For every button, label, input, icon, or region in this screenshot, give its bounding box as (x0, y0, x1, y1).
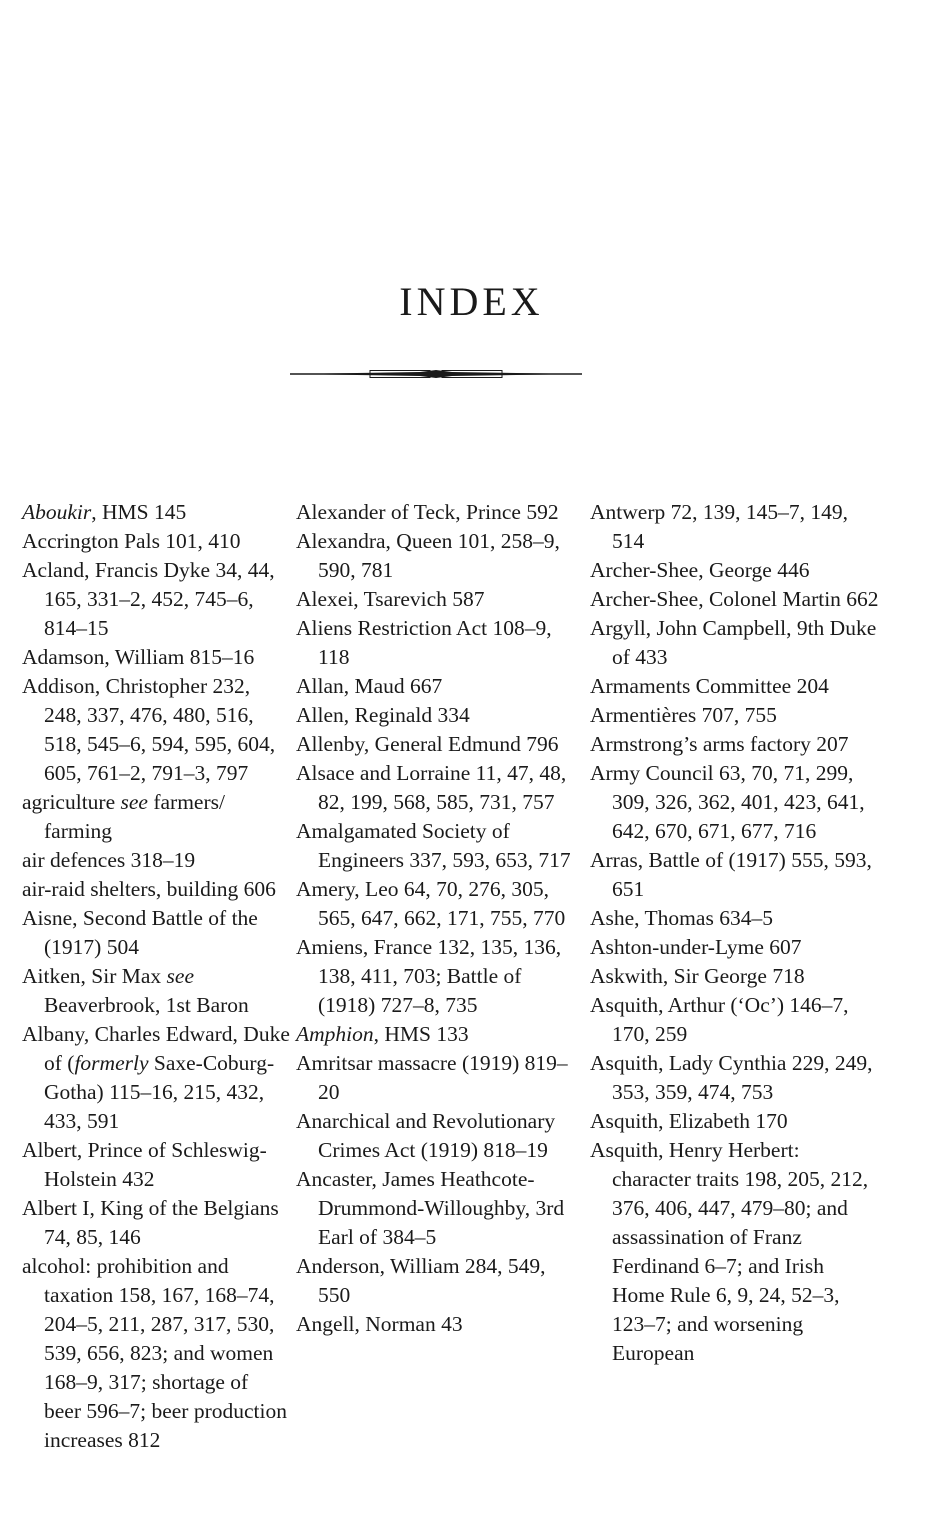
index-entry: Amiens, France 132, 135, 136, 138, 411, 703; Battle of (1918) 727–8, 735 (296, 935, 562, 1017)
page-title: INDEX (399, 279, 544, 324)
index-entry: Armentières 707, 755 (590, 703, 777, 727)
index-entry: Ashe, Thomas 634–5 (590, 906, 773, 930)
index-entry: Asquith, Lady Cynthia 229, 249, 353, 359, 474, 753 (590, 1051, 873, 1104)
index-entry: Ashton-under-Lyme 607 (590, 935, 802, 959)
index-entry: Amritsar massacre (1919) 819–20 (296, 1051, 568, 1104)
index-entry: Ancaster, James Heathcote-Drummond-Willoughby, 3rd Earl of 384–5 (296, 1167, 565, 1249)
index-entry: Alexandra, Queen 101, 258–9, 590, 781 (296, 529, 560, 582)
index-entry: Albany, Charles Edward, Duke of (formerly Saxe-Coburg-Gotha) 115–16, 215, 432, 433, 591 (22, 1022, 290, 1133)
index-entry: Asquith, Elizabeth 170 (590, 1109, 788, 1133)
index-entry: agriculture see farmers/ farming (22, 790, 225, 843)
index-entry: Askwith, Sir George 718 (590, 964, 805, 988)
index-entry: Asquith, Henry Herbert: character traits 198, 205, 212, 376, 406, 447, 479–80; and assassination of Franz Ferdinand 6–7; and Irish Home Rule 6, 9, 24, 52–3, 123–7; and worsening European (590, 1138, 869, 1365)
index-entry: Alexander of Teck, Prince 592 (296, 500, 559, 524)
index-entry: Alexei, Tsarevich 587 (296, 587, 485, 611)
index-entry: Aisne, Second Battle of the (1917) 504 (22, 906, 258, 959)
index-entry: alcohol: prohibition and taxation 158, 167, 168–74, 204–5, 211, 287, 317, 530, 539, 656, 823; and women 168–9, 317; shortage of beer 596–7; beer production increases 812 (22, 1254, 287, 1452)
index-column-2 (296, 498, 581, 1339)
index-entry: Aitken, Sir Max see Beaverbrook, 1st Baron (22, 964, 249, 1017)
index-entry: air-raid shelters, building 606 (22, 877, 276, 901)
index-entry: Anderson, William 284, 549, 550 (296, 1254, 546, 1307)
index-entry: Amery, Leo 64, 70, 276, 305, 565, 647, 662, 171, 755, 770 (296, 877, 566, 930)
index-entry: Acland, Francis Dyke 34, 44, 165, 331–2, 452, 745–6, 814–15 (22, 558, 275, 640)
index-entry: Addison, Christopher 232, 248, 337, 476, 480, 516, 518, 545–6, 594, 595, 604, 605, 761–2, 791–3, 797 (22, 674, 276, 785)
index-entry: Anarchical and Revolutionary Crimes Act (1919) 818–19 (296, 1109, 556, 1162)
index-entry: Aboukir, HMS 145 (22, 500, 187, 524)
index-entry: Aliens Restriction Act 108–9, 118 (296, 616, 552, 669)
index-entry: Army Council 63, 70, 71, 299, 309, 326, 362, 401, 423, 641, 642, 670, 671, 677, 716 (590, 761, 865, 843)
index-entry: Albert I, King of the Belgians 74, 85, 146 (22, 1196, 279, 1249)
index-entry: Allen, Reginald 334 (296, 703, 470, 727)
title-ornament (290, 364, 582, 384)
index-entry: Amphion, HMS 133 (296, 1022, 469, 1046)
index-entry: Albert, Prince of Schleswig-Holstein 432 (22, 1138, 267, 1191)
index-column-3 (590, 498, 880, 1368)
index-entry: air defences 318–19 (22, 848, 196, 872)
index-entry: Argyll, John Campbell, 9th Duke of 433 (590, 616, 877, 669)
index-entry: Arras, Battle of (1917) 555, 593, 651 (590, 848, 872, 901)
index-entry: Amalgamated Society of Engineers 337, 593, 653, 717 (296, 819, 571, 872)
index-entry: Asquith, Arthur (‘Oc’) 146–7, 170, 259 (590, 993, 849, 1046)
index-entry: Armaments Committee 204 (590, 674, 829, 698)
index-entry: Armstrong’s arms factory 207 (590, 732, 849, 756)
index-entry: Allan, Maud 667 (296, 674, 443, 698)
index-entry: Archer-Shee, Colonel Martin 662 (590, 587, 879, 611)
index-entry: Antwerp 72, 139, 145–7, 149, 514 (590, 500, 848, 553)
index-entry: Accrington Pals 101, 410 (22, 529, 241, 553)
index-entry: Archer-Shee, George 446 (590, 558, 810, 582)
index-column-1 (22, 498, 290, 1455)
index-entry: Alsace and Lorraine 11, 47, 48, 82, 199, 568, 585, 731, 757 (296, 761, 567, 814)
index-entry: Angell, Norman 43 (296, 1312, 463, 1336)
index-entry: Adamson, William 815–16 (22, 645, 255, 669)
index-entry: Allenby, General Edmund 796 (296, 732, 559, 756)
